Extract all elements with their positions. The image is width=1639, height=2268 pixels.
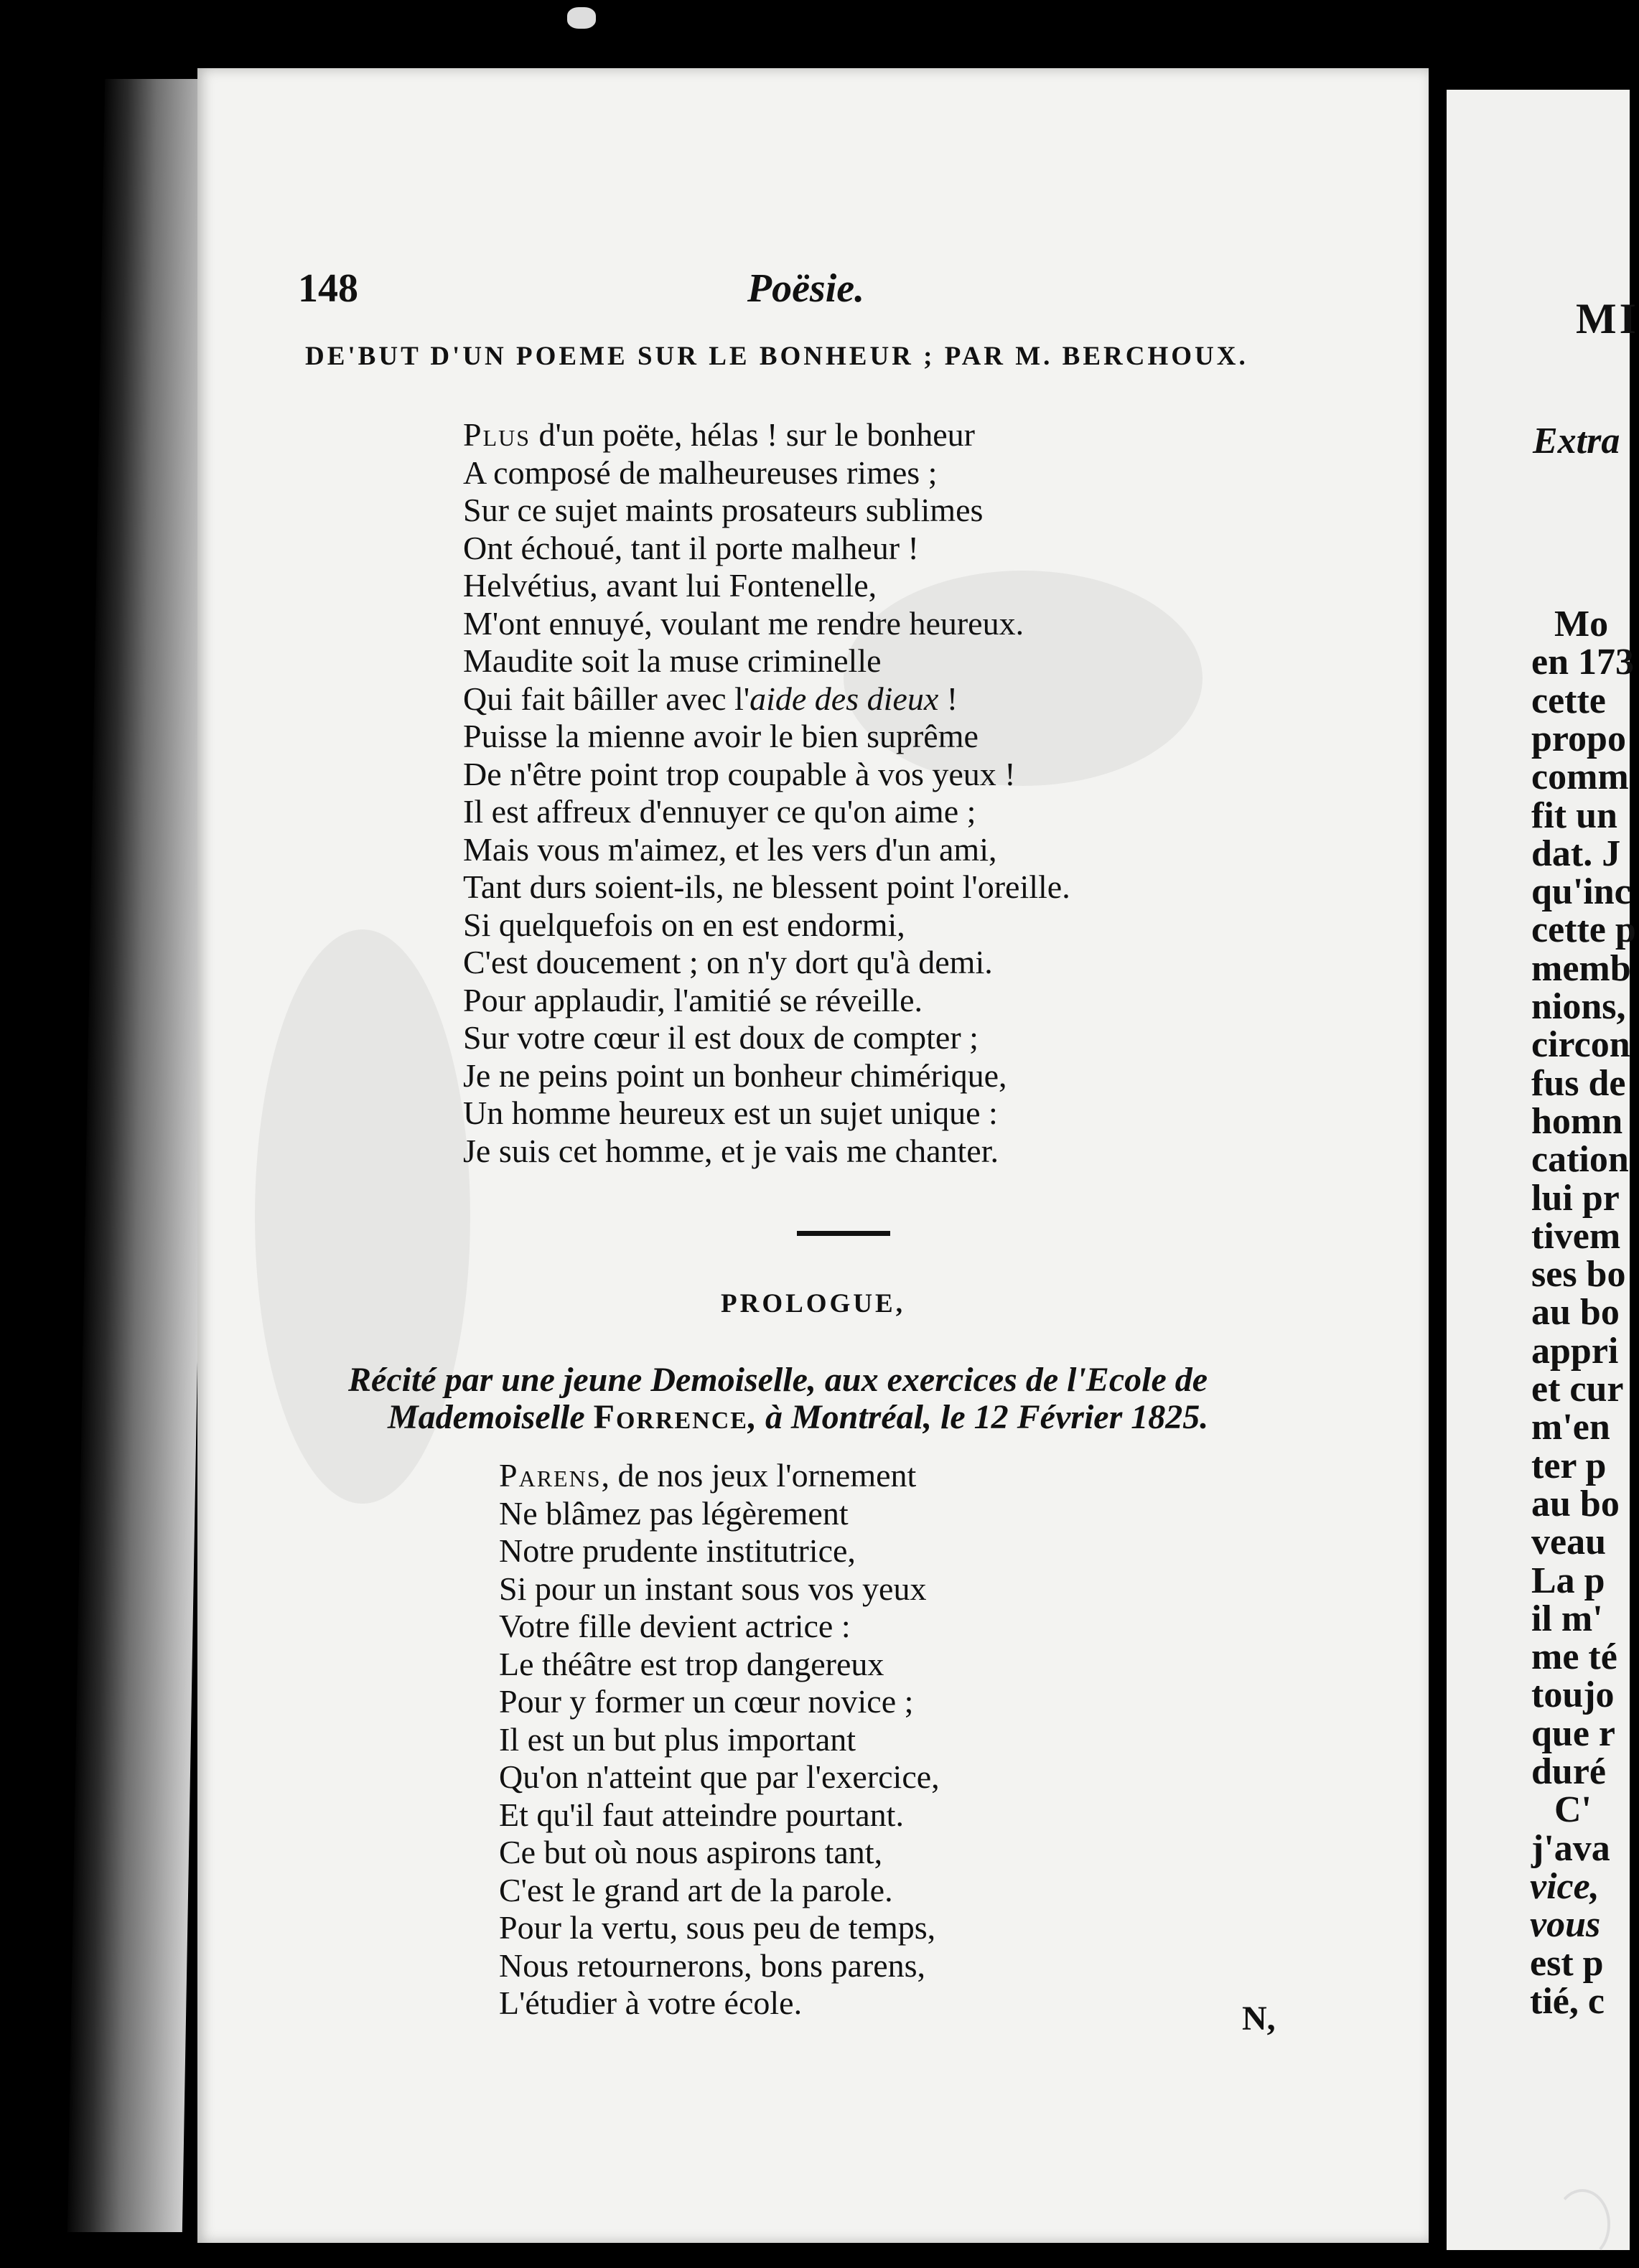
poem-line: Un homme heureux est un sujet unique : [463, 1095, 998, 1131]
facing-line-fragment: homn [1531, 1100, 1623, 1142]
poem-line: Il est affreux d'ennuyer ce qu'on aime ; [463, 793, 976, 830]
facing-line-fragment: vice, [1530, 1865, 1600, 1907]
poem-line: Qu'on n'atteint que par l'exercice, [499, 1758, 940, 1795]
poem-line: Nous retournerons, bons parens, [499, 1946, 926, 1984]
facing-line-fragment: j'ava [1531, 1827, 1610, 1869]
facing-line-fragment: ses bo [1531, 1254, 1626, 1295]
catchword: N, [1242, 2000, 1276, 2038]
facing-line-fragment: veau [1531, 1522, 1606, 1563]
facing-line-fragment: duré [1531, 1751, 1606, 1792]
facing-line-fragment: dat. J [1531, 833, 1621, 874]
poem-line: Ne blâmez pas légèrement [499, 1494, 849, 1532]
facing-line-fragment: memb [1531, 947, 1631, 989]
facing-line-fragment: est p [1530, 1942, 1604, 1984]
facing-line-fragment: lui pr [1531, 1177, 1620, 1219]
poem-line: L'étudier à votre école. [499, 1985, 803, 2021]
facing-line-fragment: fus de [1531, 1062, 1626, 1104]
facing-line-fragment: ter p [1531, 1445, 1607, 1486]
poem-title: DE'BUT D'UN POEME SUR LE BONHEUR ; PAR M. BERCHOUX. [305, 342, 1248, 371]
poem-line: Si quelquefois on en est endormi, [463, 906, 905, 943]
poem-line: C'est le grand art de la parole. [499, 1871, 893, 1908]
poem-line: Sur ce sujet maints prosateurs sublimes [463, 492, 984, 528]
drop-word: Parens [499, 1457, 602, 1494]
poem-line: Parens, de nos jeux l'ornement [499, 1457, 917, 1494]
poem-line: Mais vous m'aimez, et les vers d'un ami, [463, 830, 997, 868]
poem-line: Ont échoué, tant il porte malheur ! [463, 529, 919, 566]
poem-line: Plus d'un poëte, hélas ! sur le bonheur [463, 416, 975, 453]
facing-line-fragment: cette p [1531, 909, 1636, 951]
poem-line: Ce but où nous aspirons tant, [499, 1834, 883, 1870]
facing-line-fragment: circon [1531, 1024, 1630, 1066]
drop-word: Plus [463, 416, 531, 453]
facing-line-fragment: cation [1531, 1139, 1629, 1181]
left-page [197, 68, 1429, 2243]
prologue-subtitle: Récité par une jeune Demoiselle, aux exercices de l'Ecole de [348, 1361, 1208, 1399]
poem-line: Puisse la mienne avoir le bien suprême [463, 718, 979, 754]
facing-line-fragment: me té [1531, 1636, 1617, 1678]
poem-line: Sur votre cœur il est doux de compter ; [463, 1019, 979, 1056]
section-divider [797, 1231, 890, 1236]
prologue-title: PROLOGUE, [721, 1289, 905, 1318]
poem-line: Je suis cet homme, et je vais me chanter. [463, 1132, 999, 1169]
facing-line-fragment: tivem [1531, 1215, 1621, 1257]
facing-line-fragment: au bo [1531, 1483, 1620, 1524]
poem-line: Notre prudente institutrice, [499, 1532, 856, 1569]
facing-italic-line: Extra [1533, 421, 1620, 461]
facing-line-fragment: comm [1531, 756, 1629, 798]
facing-line-fragment: vous [1530, 1904, 1601, 1946]
poem-line: Le théâtre est trop dangereux [499, 1645, 884, 1682]
facing-line-fragment: La p [1531, 1560, 1605, 1601]
running-head: Poësie. [747, 266, 865, 311]
facing-line-fragment: propo [1531, 718, 1626, 759]
poem-line: M'ont ennuyé, voulant me rendre heureux. [463, 604, 1024, 642]
facing-line-fragment: il m' [1531, 1598, 1603, 1639]
poem-line: C'est doucement ; on n'y dort qu'à demi. [463, 944, 993, 980]
poem-line: Tant durs soient-ils, ne blessent point l'oreille. [463, 868, 1070, 905]
poem-line: Si pour un instant sous vos yeux [499, 1570, 927, 1607]
poem-le-bonheur [463, 416, 1070, 1170]
page-number: 148 [298, 266, 358, 311]
facing-line-fragment: que r [1531, 1712, 1615, 1754]
facing-line-fragment: m'en [1531, 1407, 1610, 1448]
poem-line: Pour applaudir, l'amitié se réveille. [463, 981, 923, 1018]
facing-line-fragment: cette [1531, 680, 1606, 721]
poem-line: Qui fait bâiller avec l'aide des dieux ! [463, 680, 958, 717]
facing-line-fragment: nions, [1531, 986, 1626, 1027]
page-header [298, 266, 1314, 316]
poem-line: Pour la vertu, sous peu de temps, [499, 1909, 936, 1946]
facing-line-fragment: C' [1554, 1789, 1592, 1831]
poem-line: Helvétius, avant lui Fontenelle, [463, 567, 877, 604]
facing-heading: MI [1576, 295, 1639, 342]
poem-line: Maudite soit la muse criminelle [463, 642, 882, 679]
poem-line: Votre fille devient actrice : [499, 1608, 851, 1644]
facing-page [1447, 90, 1639, 2250]
prologue-subtitle: Mademoiselle Forrence, à Montréal, le 12 Février 1825. [388, 1398, 1209, 1436]
facing-line-fragment: tié, c [1530, 1980, 1605, 2022]
poem-prologue [499, 1457, 940, 2023]
facing-line-fragment: Mo [1554, 604, 1609, 645]
facing-line-fragment: au bo [1531, 1292, 1620, 1334]
poem-line: De n'être point trop coupable à vos yeux ! [463, 755, 1016, 792]
facing-line-fragment: en 173 [1531, 642, 1634, 683]
poem-line: Pour y former un cœur novice ; [499, 1683, 914, 1720]
poem-line: A composé de malheureuses rimes ; [463, 454, 938, 491]
poem-line: Il est un but plus important [499, 1720, 856, 1758]
poem-line: Je ne peins point un bonheur chimérique, [463, 1056, 1007, 1094]
italic-phrase: aide des dieux [750, 680, 939, 717]
scan-mark [567, 7, 596, 29]
facing-line-fragment: fit un [1531, 795, 1617, 836]
facing-line-fragment: et cur [1531, 1369, 1624, 1410]
poem-line: Et qu'il faut atteindre pourtant. [499, 1796, 904, 1833]
facing-line-fragment: qu'inc [1531, 871, 1631, 913]
scan-artifact [1554, 2189, 1610, 2259]
facing-line-fragment: appri [1531, 1330, 1619, 1372]
facing-line-fragment: toujo [1531, 1674, 1615, 1716]
proper-name: Forrence [593, 1398, 748, 1436]
